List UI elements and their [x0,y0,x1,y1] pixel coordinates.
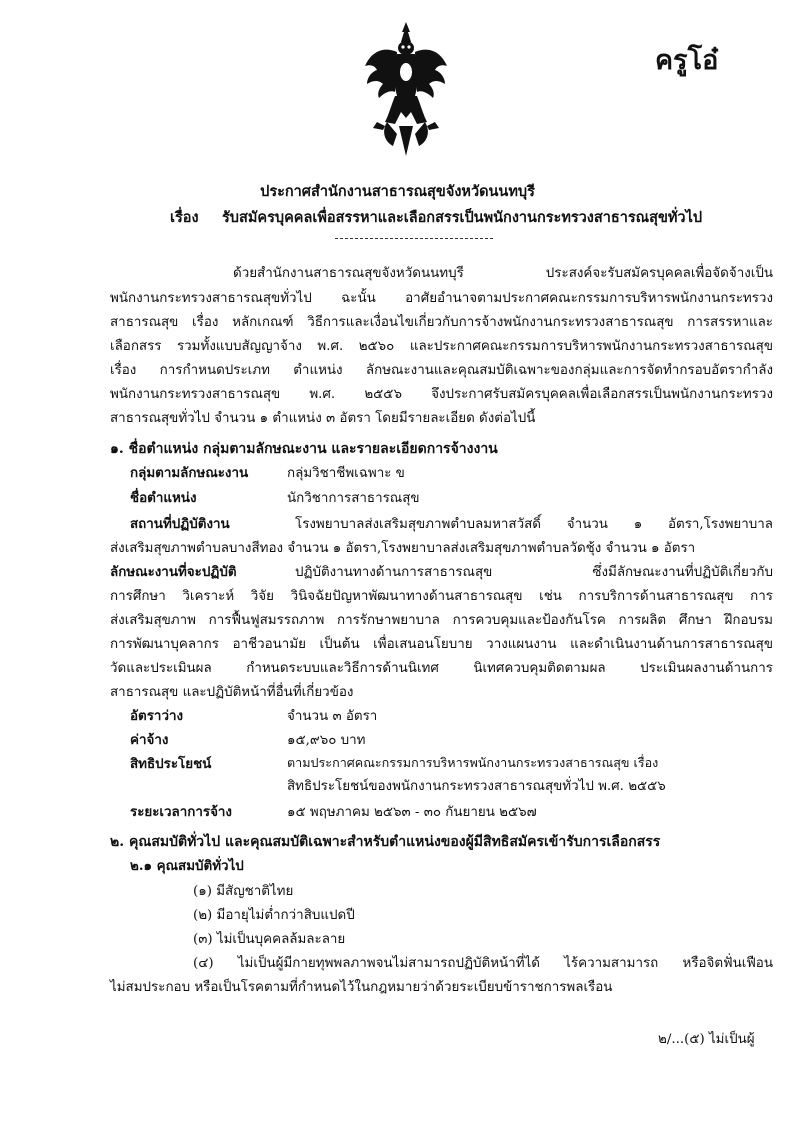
vacancy-label: อัตราว่าง [130,708,184,724]
duty-label: ลักษณะงานที่จะปฏิบัติ [110,564,237,580]
benefit-line: สิทธิประโยชน์ของพนักงานกระทรวงสาธารณสุขทั่วไป พ.ศ. ๒๕๕๖ [287,779,666,794]
page-continuation: ๒/...(๕) ไม่เป็นผู้ [658,1032,755,1047]
period-label: ระยะเวลาการจ้าง [130,804,232,820]
duty-line: การศึกษา วิเคราะห์ วิจัย วินิจฉัยปัญหาพัฒนาทางด้านสาธารณสุข เช่น การบริการด้านสาธารณสุข การ [110,589,773,604]
qualification-item-continued: ไม่สมประกอบ หรือเป็นโรคตามที่กำหนดไว้ในกฎหมายว่าด้วยระเบียบข้าราชการพลเรือน [110,980,613,995]
position-label: ชื่อตำแหน่ง [130,490,197,506]
subject-label: เรื่อง [170,209,199,226]
duty-line: ปฏิบัติงานทางด้านการสาธารณสุข ซึ่งมีลักษณะงานที่ปฏิบัติเกี่ยวกับ [295,565,773,580]
announcement-title: ประกาศสำนักงานสาธารณสุขจังหวัดนนทบุรี [260,183,535,200]
qualification-item: (๑) มีสัญชาติไทย [193,884,294,899]
wage-label: ค่าจ้าง [130,732,169,748]
qualification-item: (๒) มีอายุไม่ต่ำกว่าสิบแปดปี [193,908,355,923]
subject-text: รับสมัครบุคคลเพื่อสรรหาและเลือกสรรเป็นพนักงานกระทรวงสาธารณสุขทั่วไป [222,209,703,226]
benefit-line: ตามประกาศคณะกรรมการบริหารพนักงานกระทรวงสาธารณสุข เรื่อง [287,755,659,770]
workplace-line: ส่งเสริมสุขภาพตำบลบางสีทอง จำนวน ๑ อัตรา,โรงพยาบาลส่งเสริมสุขภาพตำบลวัดชุ้ง จำนวน ๑ อัตรา [110,541,696,556]
title-divider [335,238,493,239]
workplace-line: โรงพยาบาลส่งเสริมสุขภาพตำบลมหาสวัสดิ์ จำนวน ๑ อัตรา,โรงพยาบาล [295,517,773,532]
watermark-text: ครูโอ๋ [655,45,719,76]
period-value: ๑๕ พฤษภาคม ๒๕๖๓ - ๓๐ กันยายน ๒๕๖๗ [287,805,537,820]
garuda-emblem-icon [363,22,449,160]
vacancy-value: จำนวน ๓ อัตรา [287,709,378,724]
duty-line: การพัฒนาบุคลากร อาชีวอนามัย เป็นต้น เพื่อเสนอนโยบาย วางแผนงาน และดำเนินงานด้านการสาธารณสุข [110,637,773,652]
workplace-label: สถานที่ปฏิบัติงาน [130,516,230,532]
duty-line: วัดและประเมินผล กำหนดระบบและวิธีการด้านนิเทศ นิเทศควบคุมติดตามผล ประเมินผลงานด้านการ [110,661,773,676]
intro-line: สาธารณสุขทั่วไป จำนวน ๑ ตำแหน่ง ๓ อัตรา โดยมีรายละเอียด ดังต่อไปนี้ [110,411,536,426]
position-value: นักวิชาการสาธารณสุข [287,491,420,506]
group-value: กลุ่มวิชาชีพเฉพาะ ข [287,466,405,481]
duty-line: สาธารณสุข และปฏิบัติหน้าที่อื่นที่เกี่ยวข้อง [110,685,354,700]
intro-line: เรื่อง การกำหนดประเภท ตำแหน่ง ลักษณะงานและคุณสมบัติเฉพาะของกลุ่มและการจัดทำกรอบอัตรากำลัง [110,363,773,378]
intro-line: เลือกสรร รวมทั้งแบบสัญญาจ้าง พ.ศ. ๒๕๖๐ และประกาศคณะกรรมการบริหารพนักงานกระทรวงสาธารณสุข [110,339,773,354]
intro-line: ด้วยสำนักงานสาธารณสุขจังหวัดนนทบุรี ประสงค์จะรับสมัครบุคคลเพื่อจัดจ้างเป็น [233,266,773,281]
section1-heading: ๑. ชื่อตำแหน่ง กลุ่มตามลักษณะงาน และรายละเอียดการจ้างงาน [110,441,498,457]
wage-value: ๑๕,๙๖๐ บาท [287,733,366,748]
group-label: กลุ่มตามลักษณะงาน [130,465,249,481]
section2-subheading: ๒.๑ คุณสมบัติทั่วไป [130,858,244,874]
section2-heading: ๒. คุณสมบัติทั่วไป และคุณสมบัติเฉพาะสำหรับตำแหน่งของผู้มีสิทธิสมัครเข้ารับการเลือกสรร [110,834,661,850]
benefit-label: สิทธิประโยชน์ [130,756,212,772]
duty-line: ส่งเสริมสุขภาพ การฟื้นฟูสมรรถภาพ การรักษาพยาบาล การควบคุมและป้องกันโรค การผลิต ศึกษา ฝึกอบรม [110,613,773,628]
qualification-item: (๔) ไม่เป็นผู้มีกายทุพพลภาพจนไม่สามารถปฏิบัติหน้าที่ได้ ไร้ความสามารถ หรือจิตฟั่นเฟือน [193,956,773,971]
intro-line: สาธารณสุข เรื่อง หลักเกณฑ์ วิธีการและเงื่อนไขเกี่ยวกับการจ้างพนักงานกระทรวงสาธารณสุข การสรรหาและ [110,315,773,330]
qualification-item: (๓) ไม่เป็นบุคคลล้มละลาย [193,932,346,947]
intro-line: พนักงานกระทรวงสาธารณสุขทั่วไป ฉะนั้น อาศัยอำนาจตามประกาศคณะกรรมการบริหารพนักงานกระทรวง [110,291,773,306]
intro-line: พนักงานกระทรวงสาธารณสุข พ.ศ. ๒๕๕๖ จึงประกาศรับสมัครบุคคลเพื่อเลือกสรรเป็นพนักงานกระทรวง [110,387,773,402]
